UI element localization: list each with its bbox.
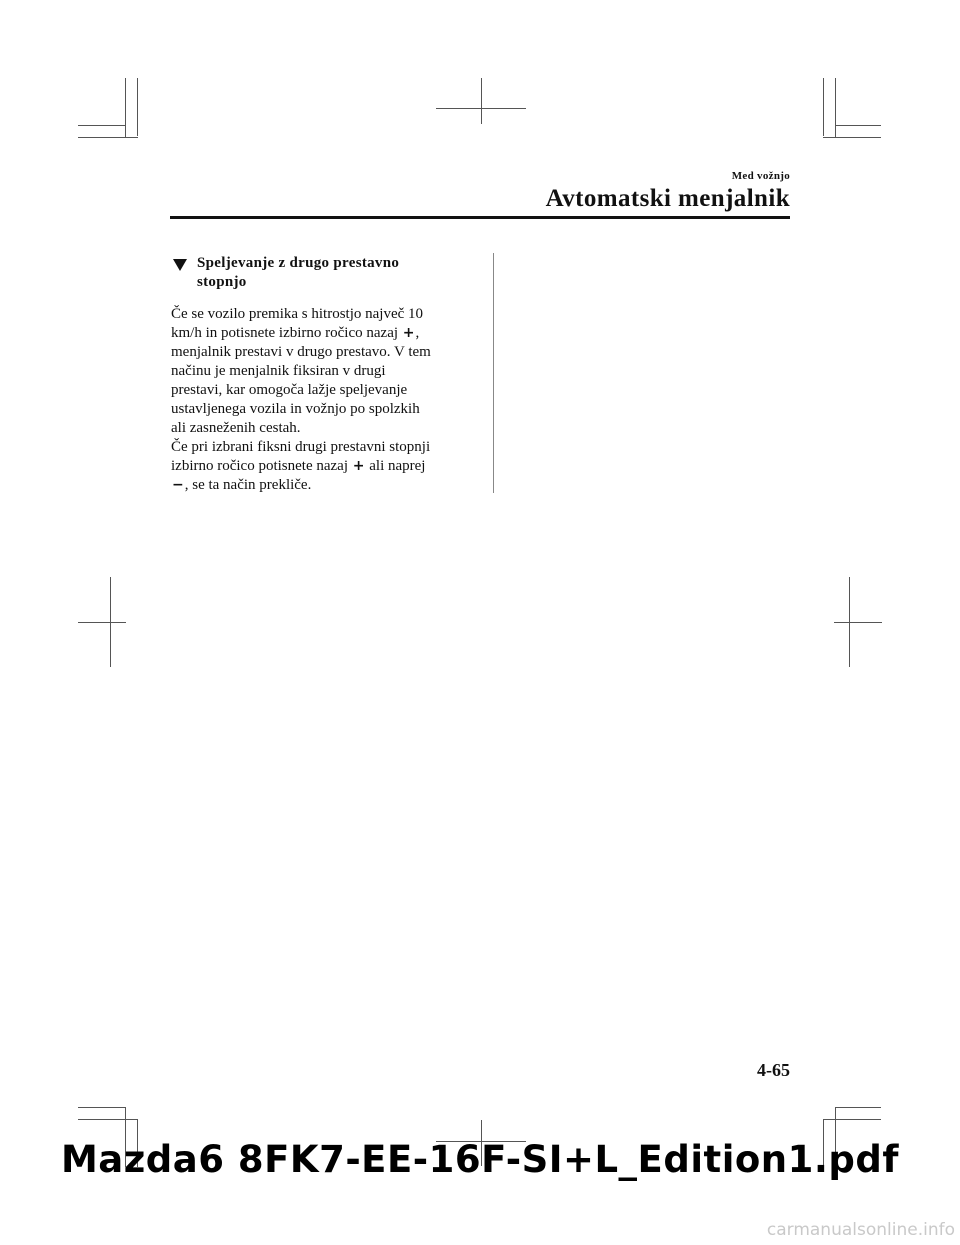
text-line: km/h in potisnete izbirno ročico nazaj [171, 325, 399, 341]
column-divider [493, 253, 494, 493]
text-line: načinu je menjalnik fiksiran v drugi [171, 363, 386, 379]
page-number: 4-65 [757, 1060, 790, 1080]
text-line: , se ta način prekliče. [184, 477, 312, 493]
crop-mark [481, 78, 482, 124]
crop-mark [823, 78, 824, 136]
crop-mark [436, 108, 526, 109]
text-line: , [415, 325, 420, 341]
content-column [171, 254, 481, 495]
plus-icon: + [352, 458, 365, 474]
crop-mark [78, 622, 126, 623]
text-line: prestavi, kar omogoča lažje speljevanje [171, 382, 408, 398]
crop-mark [125, 78, 126, 138]
crop-mark [137, 78, 138, 136]
text-line: ali naprej [365, 458, 426, 474]
crop-mark [823, 1119, 881, 1120]
text-line: menjalnik prestavi v drugo prestavo. V tem [171, 344, 431, 360]
crop-mark [78, 137, 138, 138]
minus-icon: − [172, 477, 184, 493]
subheading [171, 254, 481, 292]
plus-icon: + [402, 325, 415, 341]
text-line: Če se vozilo premika s hitrostjo največ 10 [171, 306, 424, 322]
crop-mark [78, 1119, 138, 1120]
paragraph [171, 305, 481, 495]
section-title: Avtomatski menjalnik [545, 185, 790, 212]
text-line: Če pri izbrani fiksni drugi prestavni stopnji [171, 439, 431, 455]
header-rule [170, 216, 790, 219]
crop-mark [78, 125, 126, 126]
text-line: izbirno ročico potisnete nazaj [171, 458, 349, 474]
crop-mark [835, 1107, 881, 1108]
crop-mark [835, 125, 881, 126]
footer-file-name: Mazda6 8FK7-EE-16F-SI+L_Edition1.pdf [60, 1138, 900, 1181]
text-line: ustavljenega vozila in vožnjo po spolzkih [171, 401, 420, 417]
crop-mark [78, 1107, 126, 1108]
subheading-line: Speljevanje z drugo prestavno [197, 255, 400, 271]
triangle-down-icon [173, 259, 187, 271]
crop-mark [835, 78, 836, 138]
subheading-line: stopnjo [197, 274, 247, 290]
chapter-name: Med vožnjo [731, 170, 790, 182]
watermark: carmanualsonline.info [766, 1220, 955, 1240]
text-line: ali zasneženih cestah. [171, 420, 301, 436]
crop-mark [823, 137, 881, 138]
crop-mark [834, 622, 882, 623]
